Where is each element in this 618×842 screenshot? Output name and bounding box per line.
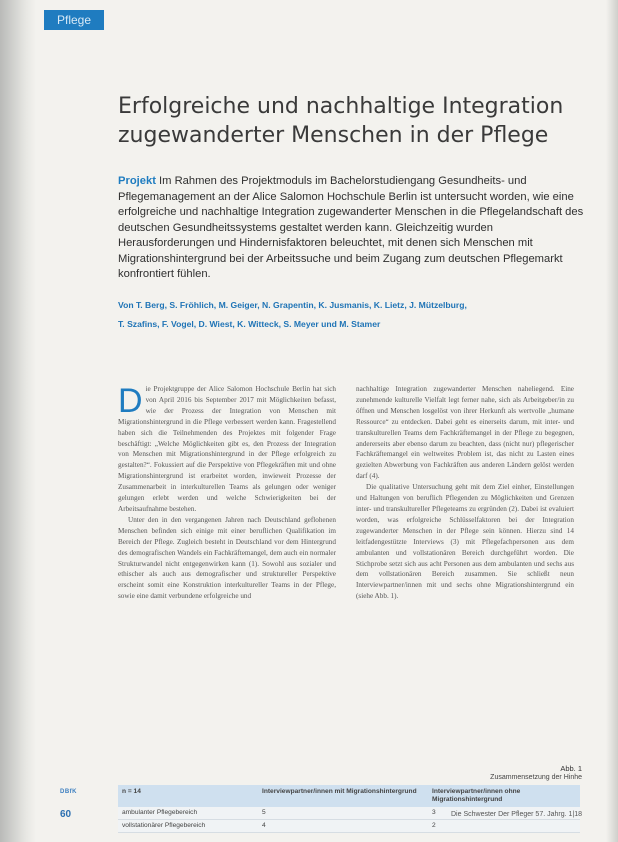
table-header-cell: Interviewpartner/innen ohne Migrationshintergrund xyxy=(428,785,580,807)
table-cell: 5 xyxy=(258,807,428,820)
page-number: 60 xyxy=(60,809,72,820)
table-cell: vollstationärer Pflegebereich xyxy=(118,820,258,833)
title-line-1: Erfolgreiche und nachhaltige Integration xyxy=(118,94,564,119)
title-line-2: zugewanderter Menschen in der Pflege xyxy=(118,123,549,148)
page-gutter-shadow xyxy=(0,0,36,842)
paragraph-text: ie Projektgruppe der Alice Salomon Hochschule Berlin hat sich von April 2016 bis September 2017 mit Möglichkeiten befasst, wie der Prozess der Integration von Menschen mit Migrationshintergrund in die Pflege verbessert werden kann. Fragestellend haben sich die Teilnehmenden des Projektes mit folgender Frage beschäftigt: „Welche Möglichkeiten gibt es, den Prozess der Integration von Menschen mit Migrationshintergrund in der Pflege erfolgreich zu gestalten?“. Fokussiert auf die Perspektive von Pflegekräften mit und ohne Migrationshintergrund ist erarbeitet worden, inwieweit Prozesse der Zusammenarbeit in interkulturellen Teams als gelungen oder weniger gelungen erlebt werden und welche Schwierigkeiten bei der Arbeitsaufnahme bestehen. xyxy=(118,385,336,513)
authors-line-1: Von T. Berg, S. Fröhlich, M. Geiger, N. Grapentin, K. Jusmanis, K. Lietz, J. Mützelburg, xyxy=(118,300,467,310)
body-paragraph: Die qualitative Untersuchung geht mit dem Ziel einher, Einstellungen und Haltungen von beruflich Pflegenden zu Möglichkeiten und Grenzen inter- und transkultureller Pflegeteams zu ergründen (2). Dabei ist evaluiert worden, was erfolgreiche Schlüsselfaktoren bei der Integration zugewanderter Menschen in der Pflege sein können. Hierzu sind 14 leitfadengestützte Interviews (3) mit Pflegefachpersonen aus dem ambulanten und vollstationären Bereich durchgeführt worden. Die Stichprobe setzt sich aus acht Personen aus dem ambulanten und sechs aus dem vollstationären Bereich zusammen. Sie schließt neun Interviewpartner/innen mit und sechs ohne Migrationshintergrund ein (siehe Abb. 1). xyxy=(356,483,574,601)
table-row xyxy=(118,820,580,833)
figure-caption: Zusammensetzung der Hinhe xyxy=(490,774,582,781)
body-paragraph: nachhaltige Integration zugewanderter Menschen naheliegend. Eine zunehmende kulturelle Vielfalt legt ferner nahe, sich als Arbeitgeber/in zu öffnen und Menschen losgelöst von ihrer Herkunft als wertvolle „humane Ressource“ zu entdecken. Dabei geht es einerseits darum, mit inter- und transkulturellen Teams dem Fachkräftemangel in der Pflege zu begegnen, andererseits aber ebenso darum zu beachten, dass (nicht nur) pflegerischer Fachkräftemangel ein weltweites Problem ist, das nicht zu Lasten eines gezielten Abwerbung von Fachkräften aus anderen Ländern gelöst werden darf (4). xyxy=(356,385,574,481)
body-column-right xyxy=(356,384,574,602)
publisher-logo: DBfK xyxy=(60,789,77,795)
table-header-cell: n = 14 xyxy=(118,785,258,807)
article-title xyxy=(118,92,578,150)
table-header-row xyxy=(118,785,580,807)
table-cell: ambulanter Pflegebereich xyxy=(118,807,258,820)
table-header-cell: Interviewpartner/innen mit Migrationshintergrund xyxy=(258,785,428,807)
body-paragraph: Unter den in den vergangenen Jahren nach Deutschland geflohenen Menschen befinden sich einige mit einer beruflichen Qualifikation im Bereich der Pflege. Zugleich besteht in Deutschland vor dem Hintergrund des demografischen Wandels ein Fachkräftemangel, dem auch ein normaler Strukturwandel nicht entgegenwirken kann (1). Sowohl aus sozialer und ethischer als auch aus demografischer und struktureller Perspektive erscheint somit eine Konstruktion interkultureller Teams in der Pflege, sowie eine damit verbundene erfolgreiche und xyxy=(118,515,336,601)
section-tag: Pflege xyxy=(44,10,104,30)
dropcap: D xyxy=(118,382,143,420)
table-cell: 2 xyxy=(428,820,580,833)
lead-keyword: Projekt xyxy=(118,175,156,187)
article-lead xyxy=(118,174,588,283)
authors-line-2: T. Szafins, F. Vogel, D. Wiest, K. Witteck, S. Meyer und M. Stamer xyxy=(118,319,381,329)
journal-footer: Die Schwester Der Pfleger 57. Jahrg. 1|18 xyxy=(451,811,582,818)
table-cell: 4 xyxy=(258,820,428,833)
figure-table xyxy=(118,785,580,833)
figure-label: Abb. 1 xyxy=(560,764,582,773)
lead-text: Im Rahmen des Projektmoduls im Bachelorstudiengang Gesundheits- und Pflegemanagement an der Alice Salomon Hochschule Berlin ist untersucht worden, wie eine erfolgreiche und nachhaltige Integration zugewanderter Menschen in die Pflegelandschaft des deutschen Gesundheitssystems gestaltet werden kann. Gleichzeitig wurden Herausforderungen und Hindernisfaktoren beleuchtet, mit denen sich Menschen mit Migrationshintergrund bei der Arbeitssuche und beim Zugang zum deutschen Pflegemarkt konfrontiert fühlen. xyxy=(118,175,584,280)
table-cell: 3 xyxy=(428,807,580,820)
article-authors xyxy=(118,296,588,334)
body-paragraph xyxy=(118,384,336,515)
body-column-left xyxy=(118,384,336,602)
page-edge-shadow xyxy=(606,0,618,842)
